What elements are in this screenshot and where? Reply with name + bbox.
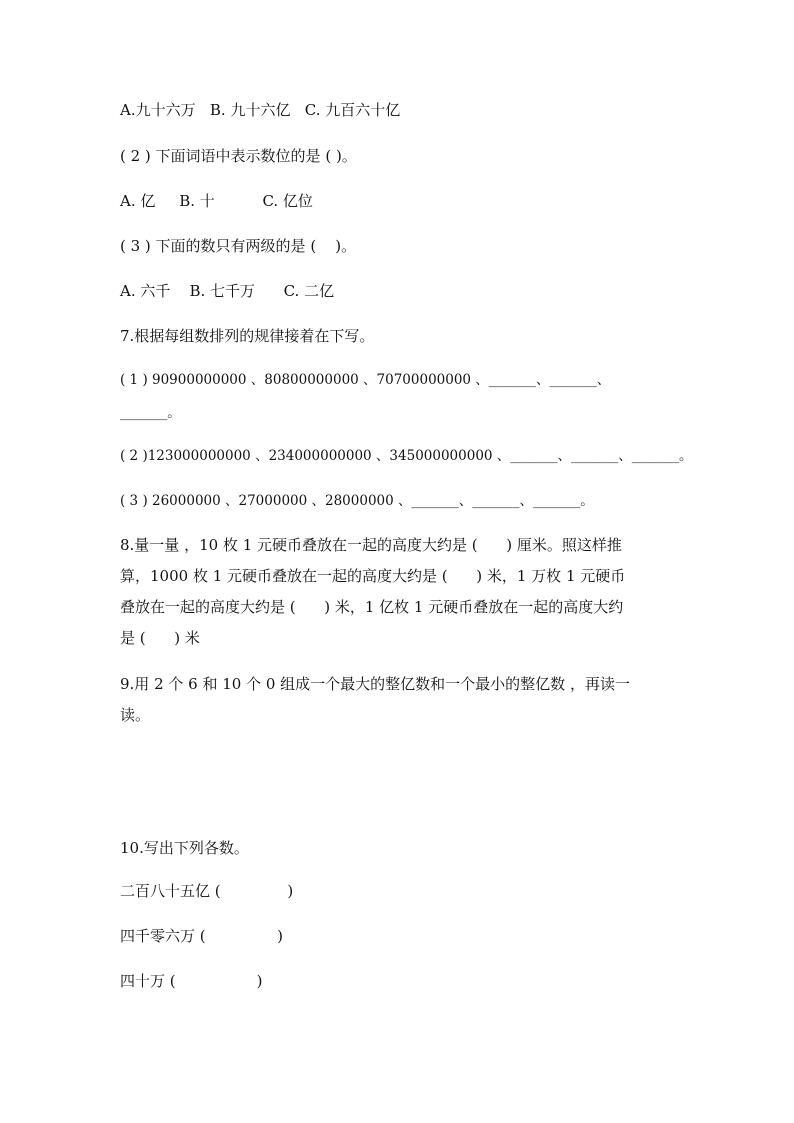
q10-item-2: 四千零六万 ( ) [120,927,283,945]
q7-sequence-3: ( 3 ) 26000000 、27000000 、28000000 、_______、_______、_______。 [120,493,594,509]
q7-sequence-1: ( 1 ) 90900000000 、80800000000 、70700000000 、_______、_______、 [120,372,611,388]
q9-line-2: 读。 [120,706,151,724]
q6-options-3: A. 六千 B. 七千万 C. 二亿 [120,282,335,300]
q8-line-1: 8.量一量 ，10 枚 1 元硬币叠放在一起的高度大约是 ( ) 厘米。照这样推 [120,536,622,554]
q10-title: 10.写出下列各数。 [120,839,249,857]
q8-line-3: 叠放在一起的高度大约是 ( ) 米，1 亿枚 1 元硬币叠放在一起的高度大约 [120,598,624,616]
q9-line-1: 9.用 2 个 6 和 10 个 0 组成一个最大的整亿数和一个最小的整亿数 ，再读一 [120,675,630,693]
q6-options-1: A.九十六万 B. 九十六亿 C. 九百六十亿 [120,101,401,119]
q6-options-2: A. 亿 B. 十 C. 亿位 [120,192,313,210]
q7-sequence-1-cont: _______。 [120,405,181,421]
q10-item-1: 二百八十五亿 ( ) [120,882,294,900]
q7-title: 7.根据每组数排列的规律接着在下写。 [120,327,375,345]
q6-subquestion-3: ( 3 ) 下面的数只有两级的是 ( )。 [120,237,357,255]
q8-line-4: 是 ( ) 米 [120,629,200,647]
q6-subquestion-2: ( 2 ) 下面词语中表示数位的是 ( )。 [120,147,357,165]
q8-line-2: 算，1000 枚 1 元硬币叠放在一起的高度大约是 ( ) 米，1 万枚 1 元硬币 [120,567,626,585]
q10-item-3: 四十万 ( ) [120,972,263,990]
q7-sequence-2: ( 2 )123000000000 、234000000000 、345000000000 、_______、_______、_______。 [120,448,693,464]
